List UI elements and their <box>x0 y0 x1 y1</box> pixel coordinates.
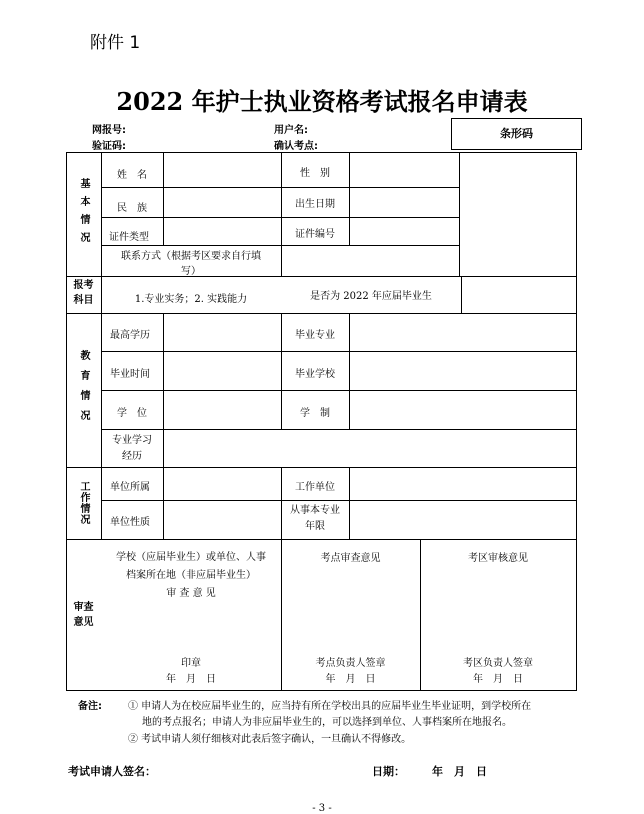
label-major: 毕业专业 <box>295 330 335 341</box>
section-review-text: 审查意见 <box>73 602 94 628</box>
review-col1-title <box>101 549 281 603</box>
label-id-number: 证件编号 <box>295 229 335 240</box>
review-col2-date: 年 月 日 <box>325 674 376 685</box>
label-fresh-grad: 是否为 2022 年应届毕业生 <box>310 291 432 302</box>
username-label: 用户名: <box>274 125 308 136</box>
label-years-line2: 年限 <box>305 521 325 532</box>
review-col3-date: 年 月 日 <box>473 674 523 685</box>
label-degree: 学 位 <box>117 408 147 419</box>
review-region-sign: 考区负责人签章 <box>463 658 533 669</box>
label-study-history <box>101 433 163 465</box>
label-work-unit: 工作单位 <box>295 482 335 493</box>
label-school: 毕业学校 <box>295 369 335 380</box>
label-ethnicity: 民 族 <box>117 203 147 214</box>
section-exam-subject <box>66 278 101 308</box>
label-gender: 性 别 <box>300 168 330 179</box>
label-contact-line2: 写） <box>181 266 201 277</box>
date-blank: 年 月 日 <box>432 765 487 778</box>
label-name: 姓 名 <box>117 170 147 181</box>
section-review <box>66 600 101 630</box>
net-id-label: 网报号: <box>92 125 126 136</box>
review-col2-title: 考点审查意见 <box>320 553 381 564</box>
review-col1-line3: 审 查 意 见 <box>166 588 216 599</box>
review-seal: 印章 <box>181 658 201 669</box>
label-years <box>281 503 349 535</box>
review-col1-date: 年 月 日 <box>166 674 216 685</box>
review-col1-line1: 学校（应届毕业生）或单位、人事 <box>116 552 266 563</box>
label-study-line2: 经历 <box>122 451 142 462</box>
label-id-type: 证件类型 <box>109 232 149 243</box>
confirm-site-label: 确认考点: <box>274 141 318 152</box>
page-title: 2022 年护士执业资格考试报名申请表 <box>116 87 528 116</box>
label-employer: 单位所属 <box>110 482 150 493</box>
label-unit-nature: 单位性质 <box>110 517 150 528</box>
section-education: 教育情况 <box>78 350 89 430</box>
label-birth-date: 出生日期 <box>295 199 335 210</box>
note-2: ② 考试申请人须仔细核对此表后签字确认，一旦确认不得修改。 <box>128 734 412 745</box>
notes-label: 备注: <box>78 701 102 712</box>
review-col1-line2: 档案所在地（非应届毕业生） <box>126 570 256 581</box>
note-1-line1: ① 申请人为在校应届毕业生的，应当持有所在学校出具的应届毕业生毕业证明，到学校所在 <box>128 701 532 712</box>
label-system: 学 制 <box>300 408 330 419</box>
section-work: 工作情况 <box>78 481 89 525</box>
exam-subjects: 1.专业实务；2. 实践能力 <box>134 294 248 305</box>
barcode-box <box>451 118 582 150</box>
date-label: 日期： <box>372 765 405 778</box>
label-study-line1: 专业学习 <box>112 435 152 446</box>
applicant-signature-label: 考试申请人签名： <box>68 765 156 778</box>
label-grad-time: 毕业时间 <box>110 369 150 380</box>
page-number: - 3 - <box>312 803 332 814</box>
verify-code-label: 验证码: <box>92 141 126 152</box>
section-exam-subject-text: 报考科目 <box>73 280 94 306</box>
attachment-label: 附件 1 <box>90 33 141 53</box>
label-contact <box>101 249 281 279</box>
section-basic: 基本情况 <box>78 178 89 250</box>
review-site-sign: 考点负责人签章 <box>315 658 386 669</box>
label-years-line1: 从事本专业 <box>290 505 340 516</box>
review-col3-title: 考区审核意见 <box>468 553 528 564</box>
barcode-label: 条形码 <box>500 127 533 140</box>
label-highest-degree: 最高学历 <box>110 330 150 341</box>
note-1-line2: 地的考点报名；申请人为非应届毕业生的，可以选择到单位、人事档案所在地报名。 <box>142 717 512 728</box>
label-contact-line1: 联系方式（根据考区要求自行填 <box>121 251 261 262</box>
